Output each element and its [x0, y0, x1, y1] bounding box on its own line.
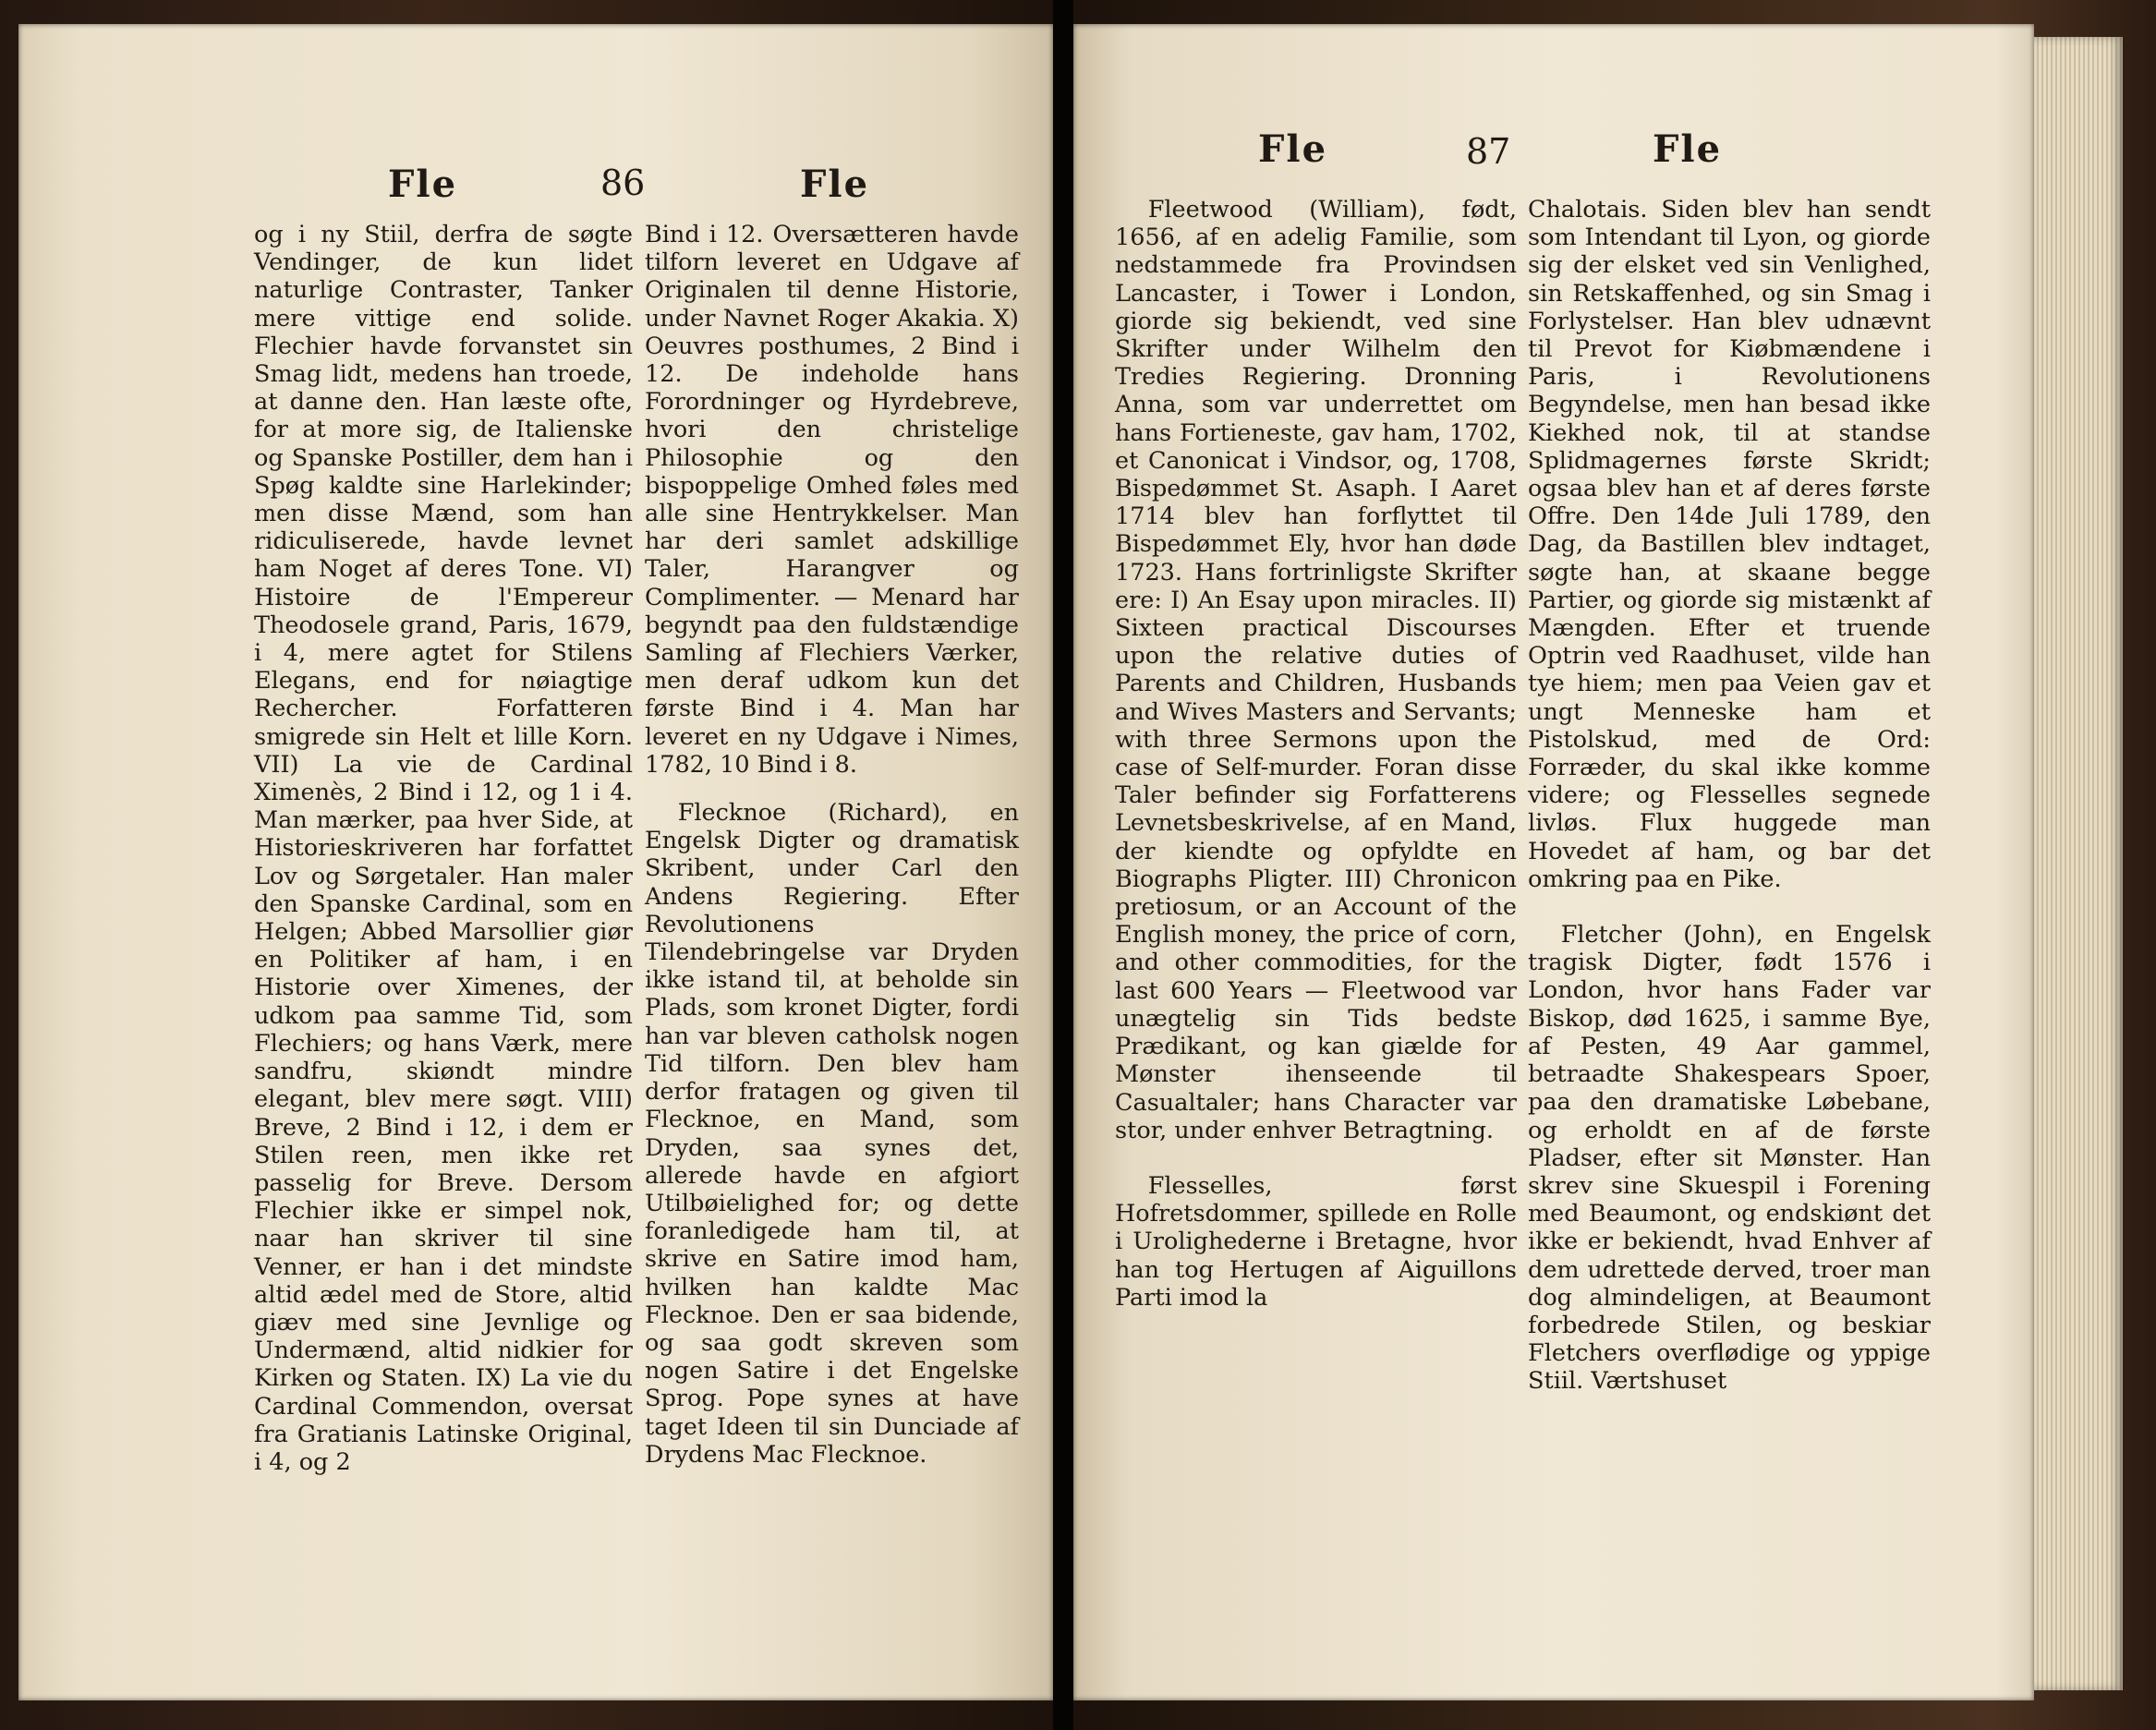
paragraph: og i ny Stiil, derfra de søgte Vendinger, de kun lidet naturlige Contraster, Tanker mere vittige end solide. Flechier havde forvanstet sin Smag lidt, medens han troede, at danne den. Han læste ofte, for at more sig, de Italienske og Spanske Postiller, dem han i Spøg kaldte sine Harlekinder; men disse Mænd, som han ridiculiserede, havde levnet ham Noget af deres Tone. VI) Histoire de l'Empereur Theodosele grand, Paris, 1679, i 4, mere agtet for Stilens Elegans, end for nøiagtige Rechercher. Forfatteren smigrede sin Helt et lille Korn. VII) La vie de Cardinal Ximenès, 2 Bind i 12, og 1 i 4. Man mærker, paa hver Side, at Historieskriveren har forfattet Lov og Sørgetaler. Han maler den Spanske Cardinal, som en Helgen; Abbed Marsollier giør en Politiker af ham, i en Historie over Ximenes, der udkom paa samme Tid, som Flechiers; og hans Værk, mere sandfru, skiøndt mindre elegant, blev mere søgt. VIII) Breve, 2 Bind i 12, i dem er Stilen reen, men ikke ret passelig for Breve. Dersom Flechier ikke er simpel nok, naar han skriver til sine Venner, er han i det mindste altid ædel med de Store, altid giæv med sine Jevnlige og Undermænd, altid nidkier for Kirken og Staten. IX) La vie du Cardinal Commendon, oversat fra Gratianis Latinske Original, i 4, og 2: [254, 221, 633, 1476]
left-column-2: [645, 221, 1019, 1469]
right-header-left: Fle: [1258, 127, 1328, 171]
page-edges: [2034, 37, 2123, 1690]
right-column-1: [1115, 196, 1517, 1312]
left-page: [18, 24, 1053, 1700]
right-page-number: 87: [1466, 131, 1511, 172]
left-column-1: [254, 221, 633, 1476]
paragraph: Chalotais. Siden blev han sendt som Intendant til Lyon, og giorde sig der elsket ved sin Venlighed, sin Retskaffenhed, og sin Smag i Forlystelser. Han blev udnævnt til Prevot for Kiøbmændene i Paris, i Revolutionens Begyndelse, men han besad ikke Kiekhed nok, til at standse Splidmagernes første Skridt; ogsaa blev han et af deres første Offre. Den 14de Juli 1789, den Dag, da Bastillen blev indtaget, søgte han, at skaane begge Partier, og giorde sig mistænkt af Mængden. Efter et truende Optrin ved Raadhuset, vilde han tye hiem; men paa Veien gav et ungt Menneske ham et Pistolskud, med de Ord: Forræder, du skal ikke komme videre; og Flesselles segnede livløs. Flux huggede man Hovedet af ham, og bar det omkring paa en Pike.: [1528, 196, 1931, 893]
entry-fletcher: Fletcher (John), en Engelsk tragisk Digter, født 1576 i London, hvor hans Fader var Biskop, død 1625, i samme Bye, af Pesten, 49 Aar gammel, betraadte Shakespears Spoer, paa den dramatiske Løbebane, og erholdt en af de første Pladser, efter sit Mønster. Han skrev sine Skuespil i Forening med Beaumont, og endskiønt det ikke er bekiendt, hvad Enhver af dem udrettede derved, troer man dog almindeligen, at Beaumont forbedrede Stilen, og beskiar Fletchers overflødige og yppige Stiil. Værtshuset: [1528, 921, 1931, 1396]
left-header-right: Fle: [800, 163, 870, 206]
left-header-left: Fle: [388, 163, 458, 206]
right-column-2: [1528, 196, 1931, 1396]
left-page-number: 86: [600, 163, 646, 203]
entry-flesselles: Flesselles, først Hofretsdommer, spillede en Rolle i Urolighederne i Bretagne, hvor han tog Hertugen af Aiguillons Parti imod la: [1115, 1171, 1517, 1312]
paragraph: Bind i 12. Oversætteren havde tilforn leveret en Udgave af Originalen til denne Historie, under Navnet Roger Akakia. X) Oeuvres posthumes, 2 Bind i 12. De indeholde hans Forordninger og Hyrdebreve, hvori den christelige Philosophie og den bispoppelige Omhed føles med alle sine Hentrykkelser. Man har deri samlet adskillige Taler, Harangver og Complimenter. — Menard har begyndt paa den fuldstændige Samling af Flechiers Værker, men deraf udkom kun det første Bind i 4. Man har leveret en ny Udgave i Nimes, 1782, 10 Bind i 8.: [645, 221, 1019, 779]
entry-flecknoe: Flecknoe (Richard), en Engelsk Digter og dramatisk Skribent, under Carl den Andens Regiering. Efter Revolutionens Tilendebringelse var Dryden ikke istand til, at beholde sin Plads, som kronet Digter, fordi han var bleven catholsk nogen Tid tilforn. Den blev ham derfor fratagen og given til Flecknoe, en Mand, som Dryden, saa synes det, allerede havde en afgiort Utilbøielighed for; og dette foranledigede ham til, at skrive en Satire imod ham, hvilken han kaldte Mac Flecknoe. Den er saa bidende, og saa godt skreven som nogen Satire i det Engelske Sprog. Pope synes at have taget Ideen til sin Dunciade af Drydens Mac Flecknoe.: [645, 799, 1019, 1469]
right-header-right: Fle: [1653, 127, 1723, 171]
entry-fleetwood: Fleetwood (William), født, 1656, af en adelig Familie, som nedstammede fra Provindsen Lancaster, i Tower i London, giorde sig bekiendt, ved sine Skrifter under Wilhelm den Tredies Regiering. Dronning Anna, som var underrettet om hans Fortieneste, gav ham, 1702, et Canonicat i Vindsor, og, 1708, Bispedømmet St. Asaph. I Aaret 1714 blev han forflyttet til Bispedømmet Ely, hvor han døde 1723. Hans fortrinligste Skrifter ere: I) An Esay upon miracles. II) Sixteen practical Discourses upon the relative duties of Parents and Children, Husbands and Wives Masters and Servants; with three Sermons upon the case of Self-murder. Foran disse Taler befinder sig Forfatterens Levnetsbeskrivelse, af en Mand, der kiendte og opfyldte en Biographs Pligter. III) Chronicon pretiosum, or an Account of the English money, the price of corn, and other commodities, for the last 600 Years — Fleetwood var unægtelig sin Tids bedste Prædikant, og kan giælde for Mønster ihenseende til Casualtaler; hans Character var stor, under enhver Betragtning.: [1115, 196, 1517, 1144]
gutter: [1053, 0, 1073, 1730]
right-page: [1073, 24, 2034, 1700]
